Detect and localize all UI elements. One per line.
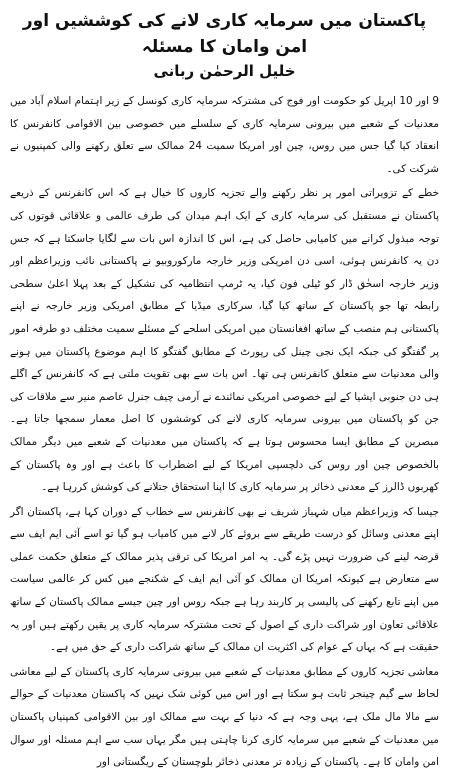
article-paragraph-3: جیسا کہ وزیراعظم میاں شہباز شریف نے بھی کانفرنس سے خطاب کے دوران کہا ہے، پاکستان اگر اپنے معدنی وسائل کو درست طریقے سے بروئے کار لانے میں کامیاب ہو گیا تو اسے آئی ایم ایف سے قرضہ لینے کی ضرورت نہیں پڑے گی۔ یہ امر امریکا کی ترقی پذیر ممالک کے متعلق حکمت عملی سے متعارض ہے کیونکہ امریکا ان ممالک کو آئی ایم ایف کے شکنجے میں کس کر عالمی سیاست میں اپنے تابع رکھنے کی پالیسی پر کاربند رہا ہے جبکہ روس اور چین جیسے ممالک پاکستان کے ساتھ علاقائی تعاون اور شراکت داری کے اصول کے تحت مشترکہ سرمایہ کاری پر یقین رکھتے ہیں اور یہ حقیقت ہے کہ یہاں کے عوام کی اکثریت ان ممالک کے ساتھ شراکت داری کے حق میں ہے۔ [10,505,439,654]
article-paragraph-2: خطے کے تزویراتی امور پر نظر رکھنے والے تجزیہ کاروں کا خیال ہے کہ اس کانفرنس کے ذریعے پاکستان نے مستقبل کی سرمایہ کاری کے ایک اہم میدان کی طرف عالمی و علاقائی قوتوں کی توجہ مبذول کرانے میں کامیابی حاصل کی ہے، اس کا اندازہ اس بات سے لگایا جاسکتا ہے کہ جس دن یہ کانفرنس ہوئی، اسی دن امریکی وزیر خارجہ مارکوروبیو نے پاکستانی نائب وزیراعظم اور وزیر خارجہ اسحٰق ڈار کو ٹیلی فون کیا، یہ ٹرمپ انتظامیہ کی تشکیل کے بعد پہلا اعلیٰ سطحی رابطہ تھا جو پاکستان کے ساتھ کیا گیا، سرکاری میڈیا کے مطابق امریکی وزیر خارجہ نے اپنے پاکستانی ہم منصب کے ساتھ افغانستان میں امریکی اسلحے کے مسئلے سمیت مختلف دو طرفہ امور پر گفتگو کی جبکہ ایک نجی چینل کی رپورٹ کے مطابق گفتگو کا اہم موضوع پاکستان میں ہونے والی معدنیات سے متعلق کانفرنس ہی تھا۔ اس بات سے بھی تقویت ملتی ہے کہ کانفرنس کے اگلے ہی دن جنوبی ایشیا کے لیے خصوصی امریکی نمائندے نے آرمی چیف جنرل عاصم منیر سے ملاقات کی جن کو پاکستان میں بیرونی سرمایہ کاری لانے کی کوششوں کا اصل معمار سمجھا جاتا ہے۔ مبصرین کے مطابق ایسا محسوس ہوتا ہے کہ پاکستان میں معدنیات کے شعبے میں دیگر ممالک بالخصوص چین اور روس کی دلچسپی امریکا کے لیے اضطراب کا باعث ہے اور وہ پاکستان کے کھربوں ڈالرز کے معدنی ذخائر پر سرمایہ کاری کا اپنا استحقاق جتلانے کی کوشش کررہا ہے۔ [10,187,439,494]
article-paragraph-1: 9 اور 10 اپریل کو حکومت اور فوج کی مشترکہ سرمایہ کاری کونسل کے زیر اہتمام اسلام آباد میں معدنیات کے شعبے میں بیرونی سرمایہ کاری کے سلسلے میں خصوصی بین الاقوامی کانفرنس کا انعقاد کیا گیا جس میں روس، چین اور امریکا سمیت 24 ممالک سے تعلق رکھنے والی کمپنیوں نے شرکت کی۔ [10,95,440,175]
article-author: خلیل الرحمٰن ربانی [153,62,296,80]
article-paragraph-4: معاشی تجزیہ کاروں کے مطابق معدنیات کے شعبے میں بیرونی سرمایہ کاری پاکستان کے لیے معاشی لحاظ سے گیم چینجر ثابت ہو سکتا ہے اور اس میں کوئی شک نہیں کہ پاکستان معدنیات کے حوالے سے مالا مال ملک ہے، یہی وجہ ہے کہ دنیا کے بہت سے ممالک اور بین الاقوامی کمپنیاں پاکستان میں معدنیات کے شعبے میں سرمایہ کاری کرنا چاہتی ہیں مگر یہاں سب سے اہم مسئلہ اور سوال امن وامان کا ہے۔ پاکستان کے زیادہ تر معدنی ذخائر بلوچستان کے ریگستانی اور [10,665,439,769]
article-title: پاکستان میں سرمایہ کاری لانے کی کوششیں اور امن وامان کا مسئلہ [22,11,427,57]
